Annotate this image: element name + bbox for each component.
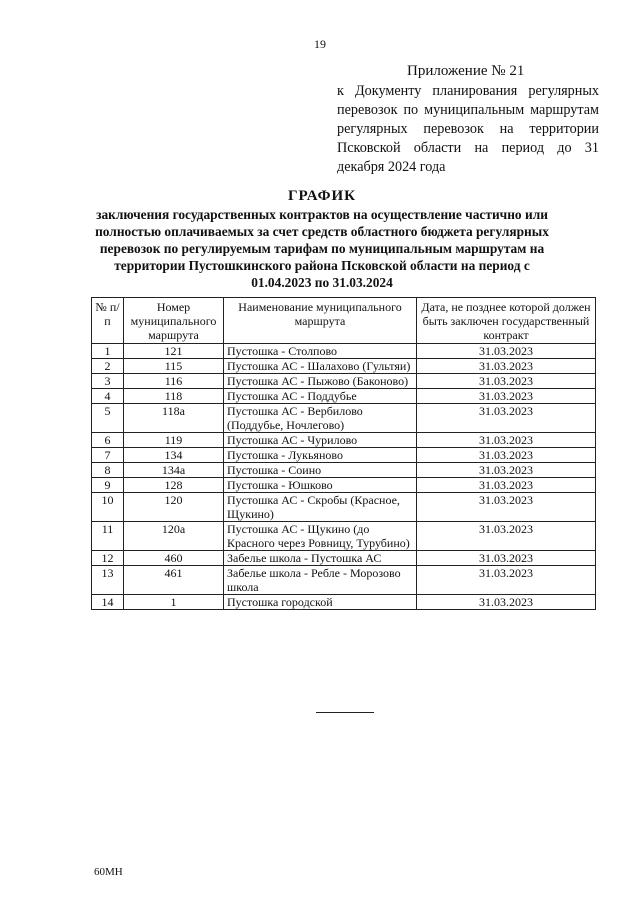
route-name: Пустошка АС - Шалахово (Гультяи)	[224, 359, 417, 374]
table-row	[92, 448, 596, 463]
deadline-date: 31.03.2023	[417, 374, 596, 389]
row-num: 3	[92, 374, 124, 389]
heading-subtitle: заключения государственных контрактов на осуществление частично или полностью оплачиваемых за счет средств областного бюджета регулярных перевозок по регулируемым тарифам по муниципальным маршрутам на территории Пустошкинского района Псковской области на период с 01.04.2023 по 31.03.2024	[95, 207, 549, 290]
table-row	[92, 433, 596, 448]
row-num: 2	[92, 359, 124, 374]
route-name: Пустошка АС - Поддубье	[224, 389, 417, 404]
header-route-name: Наименование муниципального маршрута	[224, 298, 417, 344]
route-name: Пустошка АС - Щукино (до Красного через Ровницу, Турубино)	[224, 522, 417, 551]
deadline-date: 31.03.2023	[417, 404, 596, 433]
route-name: Пустошка - Лукьяново	[224, 448, 417, 463]
table-row	[92, 463, 596, 478]
route-number: 460	[124, 551, 224, 566]
deadline-date: 31.03.2023	[417, 344, 596, 359]
route-number: 128	[124, 478, 224, 493]
row-num: 6	[92, 433, 124, 448]
route-number: 120	[124, 493, 224, 522]
route-name: Пустошка городской	[224, 595, 417, 610]
page-number: 19	[314, 37, 326, 51]
heading-title: ГРАФИК	[287, 188, 357, 204]
deadline-date: 31.03.2023	[417, 522, 596, 551]
deadline-date: 31.03.2023	[417, 448, 596, 463]
route-name: Пустошка АС - Вербилово (Поддубье, Ночлегово)	[224, 404, 417, 433]
appendix-title: Приложение № 21	[407, 63, 525, 79]
header-num: № п/п	[92, 298, 124, 344]
table-row	[92, 344, 596, 359]
table-header-row	[92, 298, 596, 344]
route-name: Пустошка - Юшково	[224, 478, 417, 493]
route-number: 121	[124, 344, 224, 359]
route-name: Пустошка АС - Пыжово (Баконово)	[224, 374, 417, 389]
route-name: Пустошка АС - Скробы (Красное, Щукино)	[224, 493, 417, 522]
header-deadline-date: Дата, не позднее которой должен быть заключен государственный контракт	[417, 298, 596, 344]
route-number: 119	[124, 433, 224, 448]
route-name: Забелье школа - Ребле - Морозово школа	[224, 566, 417, 595]
row-num: 5	[92, 404, 124, 433]
appendix-text: к Документу планирования регулярных перевозок по муниципальным маршрутам регулярных перевозок на территории Псковской области на период до 31 декабря 2024 года	[337, 83, 599, 175]
deadline-date: 31.03.2023	[417, 463, 596, 478]
table-row	[92, 478, 596, 493]
table-row	[92, 522, 596, 551]
route-number: 134а	[124, 463, 224, 478]
deadline-date: 31.03.2023	[417, 493, 596, 522]
row-num: 8	[92, 463, 124, 478]
deadline-date: 31.03.2023	[417, 566, 596, 595]
footer-code: 60МН	[94, 866, 123, 878]
row-num: 14	[92, 595, 124, 610]
deadline-date: 31.03.2023	[417, 551, 596, 566]
table-row	[92, 389, 596, 404]
deadline-date: 31.03.2023	[417, 595, 596, 610]
route-name: Пустошка - Соино	[224, 463, 417, 478]
table-row	[92, 493, 596, 522]
route-name: Забелье школа - Пустошка АС	[224, 551, 417, 566]
route-name: Пустошка - Столпово	[224, 344, 417, 359]
document-heading	[90, 186, 554, 291]
deadline-date: 31.03.2023	[417, 478, 596, 493]
route-number: 134	[124, 448, 224, 463]
deadline-date: 31.03.2023	[417, 389, 596, 404]
route-number: 461	[124, 566, 224, 595]
row-num: 9	[92, 478, 124, 493]
end-divider	[316, 712, 374, 713]
deadline-date: 31.03.2023	[417, 433, 596, 448]
route-number: 1	[124, 595, 224, 610]
row-num: 7	[92, 448, 124, 463]
route-number: 118	[124, 389, 224, 404]
schedule-table	[91, 297, 596, 610]
row-num: 1	[92, 344, 124, 359]
table-row	[92, 359, 596, 374]
table-row	[92, 551, 596, 566]
row-num: 10	[92, 493, 124, 522]
row-num: 4	[92, 389, 124, 404]
table-row	[92, 595, 596, 610]
route-number: 118а	[124, 404, 224, 433]
row-num: 11	[92, 522, 124, 551]
route-name: Пустошка АС - Чурилово	[224, 433, 417, 448]
row-num: 12	[92, 551, 124, 566]
row-num: 13	[92, 566, 124, 595]
deadline-date: 31.03.2023	[417, 359, 596, 374]
header-route-number: Номер муниципального маршрута	[124, 298, 224, 344]
table-row	[92, 374, 596, 389]
route-number: 115	[124, 359, 224, 374]
route-number: 116	[124, 374, 224, 389]
table-row	[92, 404, 596, 433]
table-row	[92, 566, 596, 595]
route-number: 120а	[124, 522, 224, 551]
appendix-block	[337, 62, 599, 177]
